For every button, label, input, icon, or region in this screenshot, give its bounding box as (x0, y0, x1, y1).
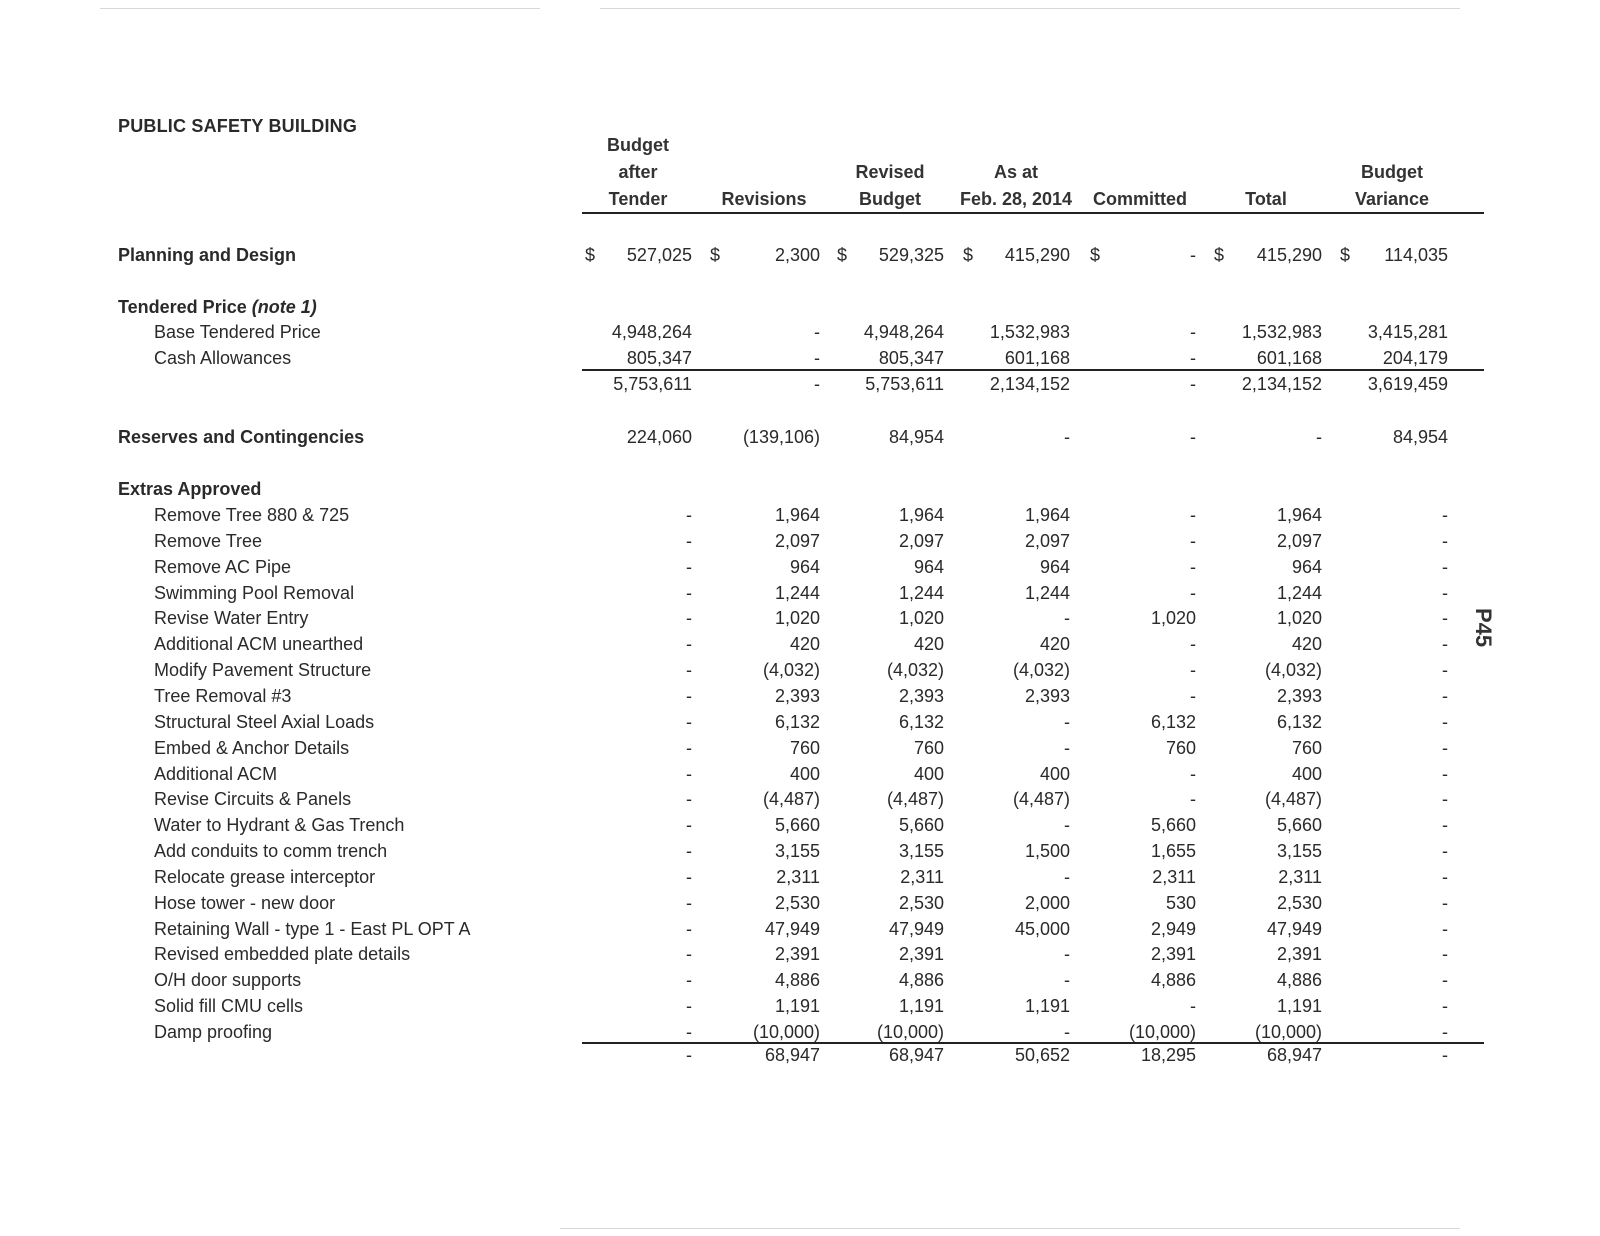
value-cell: 1,191 (1024, 996, 1070, 1016)
value-cell: 1,244 (1276, 583, 1322, 603)
value-cell: 204,179 (1382, 348, 1448, 368)
column-header-line: Revised (855, 162, 925, 182)
value-cell: 805,347 (878, 348, 944, 368)
value-cell: 114,035 (1384, 245, 1448, 265)
value-cell: (10,000) (876, 1022, 944, 1042)
value-cell: - (1442, 634, 1448, 654)
value-cell: - (814, 348, 820, 368)
value-cell: (4,487) (1012, 789, 1070, 809)
value-cell: - (1442, 686, 1448, 706)
scan-edge-top-left (100, 8, 540, 9)
value-cell: 2,097 (774, 531, 820, 551)
value-cell: 50,652 (1014, 1045, 1070, 1065)
value-cell: 2,311 (1278, 867, 1322, 887)
table-row (0, 683, 1600, 709)
value-cell: 2,393 (898, 686, 944, 706)
value-cell: 47,949 (888, 919, 944, 939)
table-row (0, 786, 1600, 812)
value-cell: 18,295 (1140, 1045, 1196, 1065)
value-cell: - (1442, 660, 1448, 680)
value-cell: - (686, 608, 692, 628)
value-cell: 760 (913, 738, 944, 758)
dollar-sign: $ (585, 245, 596, 265)
value-cell: - (686, 789, 692, 809)
value-cell: 4,886 (1150, 970, 1196, 990)
value-cell: 964 (913, 557, 944, 577)
value-cell: 2,000 (1024, 893, 1070, 913)
value-cell: 4,948,264 (863, 322, 944, 342)
value-cell: - (1190, 557, 1196, 577)
value-cell: - (1064, 1022, 1070, 1042)
row-label: Remove AC Pipe (154, 557, 292, 577)
row-label: Structural Steel Axial Loads (154, 712, 375, 732)
row-label: Water to Hydrant & Gas Trench (154, 815, 405, 835)
value-cell: 1,020 (774, 608, 820, 628)
value-cell: - (1064, 944, 1070, 964)
row-label: Base Tendered Price (154, 322, 321, 342)
value-cell: - (686, 686, 692, 706)
row-label: Revised embedded plate details (154, 944, 411, 964)
row-label: Add conduits to comm trench (154, 841, 388, 861)
value-cell: 5,753,611 (865, 374, 944, 394)
row-label: Remove Tree (154, 531, 263, 551)
value-cell: 2,391 (1150, 944, 1196, 964)
value-cell: - (1064, 970, 1070, 990)
value-cell: - (686, 1022, 692, 1042)
value-cell: 2,949 (1150, 919, 1196, 939)
value-cell: 420 (1291, 634, 1322, 654)
value-cell: - (1442, 970, 1448, 990)
table-row (0, 657, 1600, 683)
value-cell: 1,964 (1276, 505, 1322, 525)
value-cell: 2,393 (1276, 686, 1322, 706)
extras-header-row (0, 476, 1600, 502)
value-cell: 805,347 (626, 348, 692, 368)
value-cell: - (686, 996, 692, 1016)
value-cell: (4,487) (886, 789, 944, 809)
value-cell: 527,025 (626, 245, 692, 265)
value-cell: - (1442, 583, 1448, 603)
value-cell: - (1064, 712, 1070, 732)
value-cell: 224,060 (626, 427, 692, 447)
value-cell: - (1190, 583, 1196, 603)
value-cell: 2,393 (1024, 686, 1070, 706)
value-cell: - (1442, 867, 1448, 887)
value-cell: - (686, 634, 692, 654)
value-cell: - (1190, 764, 1196, 784)
value-cell: 964 (1039, 557, 1070, 577)
table-row (0, 605, 1600, 631)
value-cell: 84,954 (1392, 427, 1448, 447)
value-cell: - (1190, 996, 1196, 1016)
value-cell: 68,947 (764, 1045, 820, 1065)
value-cell: - (686, 583, 692, 603)
column-header-line: Tender (608, 189, 668, 209)
column-header-line: As at (993, 162, 1038, 182)
value-cell: - (1064, 427, 1070, 447)
value-cell: 2,311 (1152, 867, 1196, 887)
table-row (0, 761, 1600, 787)
column-header-line: after (618, 162, 658, 182)
table-row (0, 502, 1600, 528)
value-cell: 2,134,152 (989, 374, 1070, 394)
table-row (0, 319, 1600, 345)
value-cell: - (686, 505, 692, 525)
column-header-line: Feb. 28, 2014 (959, 189, 1073, 209)
value-cell: - (1316, 427, 1322, 447)
value-cell: - (686, 893, 692, 913)
value-cell: 1,244 (774, 583, 820, 603)
value-cell: 415,290 (1256, 245, 1322, 265)
value-cell: (4,032) (1264, 660, 1322, 680)
value-cell: 2,097 (1024, 531, 1070, 551)
extras-subtotal-row (0, 1042, 1600, 1068)
value-cell: - (1064, 608, 1070, 628)
column-header-line: Budget (1361, 162, 1423, 182)
planning-row (0, 242, 1600, 268)
value-cell: (10,000) (1128, 1022, 1196, 1042)
row-label: O/H door supports (154, 970, 302, 990)
value-cell: 1,020 (898, 608, 944, 628)
column-header (1302, 159, 1482, 213)
value-cell: 530 (1165, 893, 1196, 913)
value-cell: - (1190, 348, 1196, 368)
tendered-subtotal-row (0, 371, 1600, 397)
value-cell: - (686, 764, 692, 784)
value-cell: 964 (789, 557, 820, 577)
value-cell: - (1064, 867, 1070, 887)
row-label: Relocate grease interceptor (154, 867, 376, 887)
value-cell: - (1190, 374, 1196, 394)
value-cell: 6,132 (898, 712, 944, 732)
value-cell: 2,311 (776, 867, 820, 887)
dollar-sign: $ (1214, 245, 1225, 265)
value-cell: (10,000) (752, 1022, 820, 1042)
value-cell: - (1190, 686, 1196, 706)
value-cell: 2,097 (898, 531, 944, 551)
value-cell: - (1442, 1022, 1448, 1042)
value-cell: - (1442, 944, 1448, 964)
row-label: Damp proofing (154, 1022, 273, 1042)
value-cell: 6,132 (1150, 712, 1196, 732)
value-cell: 601,168 (1256, 348, 1322, 368)
column-header-line: Total (1245, 189, 1287, 209)
value-cell: 1,532,983 (1241, 322, 1322, 342)
value-cell: 420 (913, 634, 944, 654)
value-cell: - (686, 531, 692, 551)
value-cell: - (686, 944, 692, 964)
value-cell: - (1190, 322, 1196, 342)
value-cell: (10,000) (1254, 1022, 1322, 1042)
value-cell: - (1442, 815, 1448, 835)
value-cell: - (1442, 738, 1448, 758)
value-cell: - (1442, 712, 1448, 732)
dollar-sign: $ (1340, 245, 1351, 265)
row-label: Swimming Pool Removal (154, 583, 355, 603)
row-label: Retaining Wall - type 1 - East PL OPT A (154, 919, 471, 939)
value-cell: 760 (789, 738, 820, 758)
row-label: Additional ACM unearthed (154, 634, 364, 654)
value-cell: 760 (1291, 738, 1322, 758)
value-cell: - (686, 1045, 692, 1065)
value-cell: 420 (789, 634, 820, 654)
row-label: Modify Pavement Structure (154, 660, 372, 680)
value-cell: 47,949 (764, 919, 820, 939)
table-row (0, 838, 1600, 864)
section-label: Extras Approved (118, 479, 262, 499)
value-cell: 420 (1039, 634, 1070, 654)
value-cell: 1,191 (1276, 996, 1322, 1016)
value-cell: 1,964 (1024, 505, 1070, 525)
table-row (0, 812, 1600, 838)
value-cell: - (1190, 789, 1196, 809)
row-label: Additional ACM (154, 764, 278, 784)
value-cell: - (1442, 893, 1448, 913)
row-label: Revise Water Entry (154, 608, 309, 628)
value-cell: - (1442, 505, 1448, 525)
value-cell: 3,415,281 (1367, 322, 1448, 342)
value-cell: 2,391 (898, 944, 944, 964)
dollar-sign: $ (963, 245, 974, 265)
value-cell: 68,947 (1266, 1045, 1322, 1065)
value-cell: 4,886 (1276, 970, 1322, 990)
value-cell: 1,020 (1150, 608, 1196, 628)
value-cell: 1,244 (898, 583, 944, 603)
table-row (0, 528, 1600, 554)
value-cell: - (1190, 660, 1196, 680)
tendered-header-row (0, 294, 1600, 320)
value-cell: - (1442, 996, 1448, 1016)
value-cell: 6,132 (774, 712, 820, 732)
dollar-sign: $ (837, 245, 848, 265)
value-cell: (4,487) (1264, 789, 1322, 809)
value-cell: - (686, 557, 692, 577)
value-cell: - (1442, 608, 1448, 628)
value-cell: 3,619,459 (1367, 374, 1448, 394)
column-header-line: Committed (1093, 189, 1187, 209)
value-cell: - (686, 660, 692, 680)
value-cell: - (1442, 789, 1448, 809)
column-header-line: Budget (607, 135, 669, 155)
value-cell: - (1442, 557, 1448, 577)
value-cell: 5,660 (898, 815, 944, 835)
value-cell: 1,244 (1024, 583, 1070, 603)
value-cell: 1,191 (774, 996, 820, 1016)
value-cell: 84,954 (888, 427, 944, 447)
section-label (118, 294, 317, 320)
value-cell: 529,325 (878, 245, 944, 265)
value-cell: 2,393 (774, 686, 820, 706)
row-label: Tree Removal #3 (154, 686, 292, 706)
value-cell: - (814, 322, 820, 342)
value-cell: 760 (1165, 738, 1196, 758)
header-underline (582, 212, 1484, 214)
value-cell: 3,155 (774, 841, 820, 861)
value-cell: (4,032) (886, 660, 944, 680)
value-cell: 5,660 (1276, 815, 1322, 835)
table-row (0, 554, 1600, 580)
value-cell: - (686, 738, 692, 758)
value-cell: - (1442, 841, 1448, 861)
value-cell: 2,530 (1276, 893, 1322, 913)
value-cell: - (686, 970, 692, 990)
value-cell: 2,311 (900, 867, 944, 887)
scan-edge-bottom (560, 1228, 1460, 1229)
table-row (0, 709, 1600, 735)
dollar-sign: $ (710, 245, 721, 265)
value-cell: 4,886 (774, 970, 820, 990)
page-number-mark: P45 (1471, 608, 1496, 648)
value-cell: 45,000 (1014, 919, 1070, 939)
row-label: Cash Allowances (154, 348, 292, 368)
value-cell: 400 (913, 764, 944, 784)
value-cell: 3,155 (1276, 841, 1322, 861)
column-header-line: Variance (1354, 189, 1430, 209)
value-cell: 5,753,611 (613, 374, 692, 394)
value-cell: 2,530 (774, 893, 820, 913)
value-cell: - (1442, 764, 1448, 784)
row-label: Solid fill CMU cells (154, 996, 304, 1016)
section-label-text: Tendered Price (118, 297, 247, 317)
value-cell: - (1442, 919, 1448, 939)
value-cell: 1,655 (1150, 841, 1196, 861)
reserves-row (0, 424, 1600, 450)
value-cell: - (1442, 531, 1448, 551)
value-cell: 2,391 (1276, 944, 1322, 964)
value-cell: - (1190, 531, 1196, 551)
value-cell: 2,530 (898, 893, 944, 913)
value-cell: (4,487) (762, 789, 820, 809)
table-row (0, 890, 1600, 916)
section-note: (note 1) (251, 297, 317, 317)
value-cell: - (686, 841, 692, 861)
value-cell: 1,191 (898, 996, 944, 1016)
scan-edge-top-right (600, 8, 1460, 9)
value-cell: (4,032) (1012, 660, 1070, 680)
dollar-sign: $ (1090, 245, 1101, 265)
value-cell: 1,020 (1276, 608, 1322, 628)
value-cell: - (1190, 245, 1196, 265)
value-cell: 400 (789, 764, 820, 784)
value-cell: - (686, 919, 692, 939)
value-cell: 4,886 (898, 970, 944, 990)
value-cell: 400 (1039, 764, 1070, 784)
value-cell: (4,032) (762, 660, 820, 680)
section-label: Planning and Design (118, 245, 297, 265)
value-cell: 964 (1291, 557, 1322, 577)
value-cell: - (1190, 427, 1196, 447)
value-cell: 1,964 (898, 505, 944, 525)
value-cell: 68,947 (888, 1045, 944, 1065)
table-row (0, 631, 1600, 657)
value-cell: - (686, 815, 692, 835)
value-cell: - (686, 712, 692, 732)
value-cell: 5,660 (774, 815, 820, 835)
value-cell: 400 (1291, 764, 1322, 784)
value-cell: - (1442, 1045, 1448, 1065)
value-cell: (139,106) (742, 427, 820, 447)
row-label: Embed & Anchor Details (154, 738, 350, 758)
value-cell: - (814, 374, 820, 394)
value-cell: 5,660 (1150, 815, 1196, 835)
value-cell: 1,532,983 (989, 322, 1070, 342)
value-cell: 2,391 (774, 944, 820, 964)
value-cell: 1,964 (774, 505, 820, 525)
value-cell: - (1190, 505, 1196, 525)
value-cell: 6,132 (1276, 712, 1322, 732)
row-label: Revise Circuits & Panels (154, 789, 352, 809)
row-label: Hose tower - new door (154, 893, 336, 913)
value-cell: 1,500 (1024, 841, 1070, 861)
value-cell: 601,168 (1004, 348, 1070, 368)
table-row (0, 580, 1600, 606)
table-row (0, 941, 1600, 967)
value-cell: - (686, 867, 692, 887)
table-row (0, 735, 1600, 761)
value-cell: 3,155 (898, 841, 944, 861)
value-cell: - (1190, 634, 1196, 654)
value-cell: 47,949 (1266, 919, 1322, 939)
table-row (0, 916, 1600, 942)
value-cell: 415,290 (1004, 245, 1070, 265)
table-row (0, 993, 1600, 1019)
value-cell: 2,097 (1276, 531, 1322, 551)
table-row (0, 864, 1600, 890)
value-cell: 2,300 (774, 245, 820, 265)
table-row (0, 967, 1600, 993)
value-cell: 2,134,152 (1241, 374, 1322, 394)
value-cell: 4,948,264 (611, 322, 692, 342)
column-header-line: Budget (859, 189, 921, 209)
value-cell: - (1064, 738, 1070, 758)
column-header-line: Revisions (721, 189, 807, 209)
table-row (0, 345, 1600, 371)
row-label: Remove Tree 880 & 725 (154, 505, 350, 525)
page-title: PUBLIC SAFETY BUILDING (118, 116, 358, 136)
section-label: Reserves and Contingencies (118, 427, 365, 447)
value-cell: - (1064, 815, 1070, 835)
